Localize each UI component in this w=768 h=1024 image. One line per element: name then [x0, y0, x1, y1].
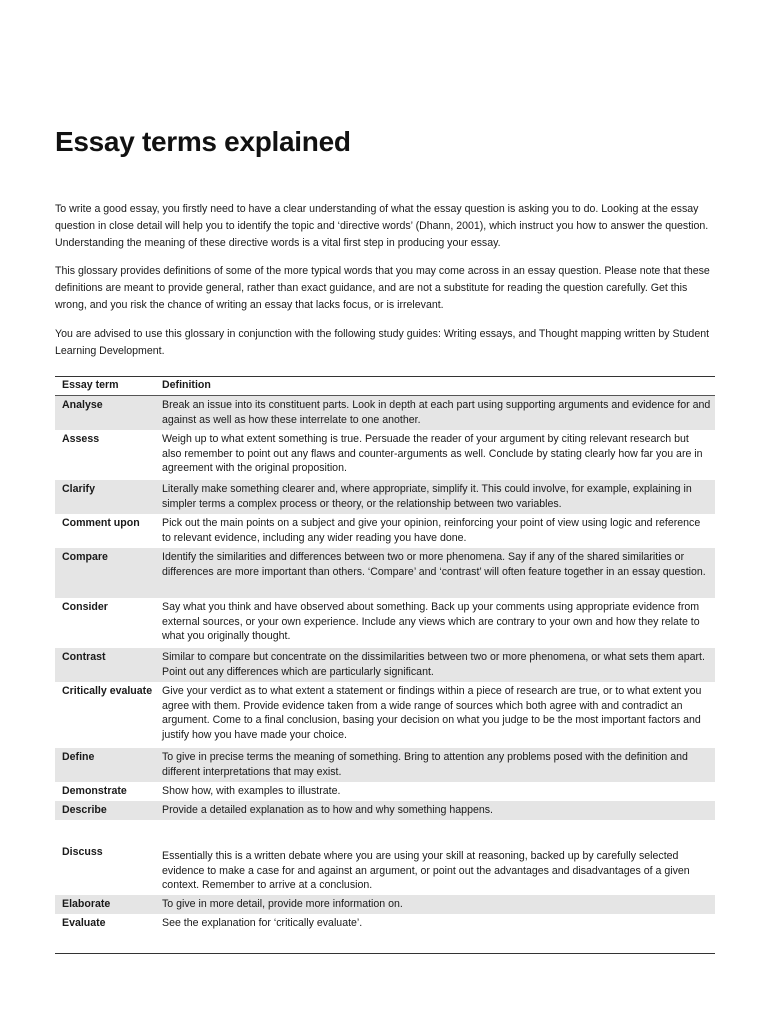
- intro-paragraph: This glossary provides definitions of some of the more typical words that you may come across in an essay question. Please note that these definitions are meant to provide general, rather than exact guidance, and are not a substitute for reading the question carefully. Get this wrong, and you risk the chance of writing an essay that lacks focus, or is irrelevant.: [55, 265, 710, 311]
- definition-cell: Show how, with examples to illustrate.: [162, 784, 341, 797]
- definition-cell: Provide a detailed explanation as to how and why something happens.: [162, 803, 493, 816]
- table-row: [55, 514, 715, 548]
- glossary-table: [55, 376, 715, 933]
- term-cell: Compare: [62, 550, 108, 563]
- table-row: [55, 480, 715, 514]
- table-row: [55, 682, 715, 748]
- term-cell: Demonstrate: [62, 784, 127, 797]
- definition-cell: Similar to compare but concentrate on the dissimilarities between two or more phenomena, or what sets them apart. Point out any differences which are particularly significant.: [162, 650, 705, 678]
- table-row: [55, 430, 715, 480]
- term-cell: Critically evaluate: [62, 684, 153, 697]
- table-row: [55, 748, 715, 782]
- definition-cell: Literally make something clearer and, where appropriate, simplify it. This could involve, for example, explaining in simpler terms a complex process or theory, or the relationship between two variables.: [162, 482, 692, 510]
- definition-cell: To give in more detail, provide more information on.: [162, 897, 403, 910]
- definition-cell: Identify the similarities and differences between two or more phenomena. Say if any of the shared similarities or differences are more important than others. ‘Compare’ and ‘contrast’ will often feature together in an essay question.: [162, 550, 706, 578]
- intro-text: [55, 201, 715, 371]
- definition-cell: Pick out the main points on a subject and give your opinion, reinforcing your point of view using logic and reference to relevant evidence, including any wider reading you have done.: [162, 516, 701, 544]
- term-cell: Comment upon: [62, 516, 140, 529]
- intro-paragraph: You are advised to use this glossary in conjunction with the following study guides: Writing essays, and Thought mapping written by Student Learning Development.: [55, 327, 710, 357]
- table-row: [55, 782, 715, 801]
- table-row: [55, 648, 715, 682]
- term-cell: Evaluate: [62, 916, 106, 929]
- table-row: [55, 801, 715, 820]
- page-title: Essay terms explained: [55, 126, 351, 157]
- table-row: [55, 914, 715, 933]
- table-row: [55, 396, 715, 430]
- table-row: [55, 820, 715, 895]
- definition-cell: To give in precise terms the meaning of something. Bring to attention any problems posed with the definition and different interpretations that may exist.: [162, 750, 688, 778]
- table-row: [55, 598, 715, 648]
- term-cell: Contrast: [62, 650, 106, 663]
- table-row: [55, 548, 715, 598]
- definition-cell: Break an issue into its constituent parts. Look in depth at each part using supporting arguments and evidence for and against as well as how these interrelate to one another.: [162, 398, 711, 426]
- term-cell: Elaborate: [62, 897, 111, 910]
- term-cell: Describe: [62, 803, 107, 816]
- definition-cell: Essentially this is a written debate where you are using your skill at reasoning, backed up by carefully selected evidence to make a case for and against an argument, or point out the advantages and disadvantages of a given context. Remember to arrive at a conclusion.: [162, 849, 690, 892]
- definition-cell: Weigh up to what extent something is true. Persuade the reader of your argument by citing relevant research but also remember to point out any flaws and counter-arguments as well. Conclude by stating clearly how far you are in agreement with the original proposition.: [162, 432, 703, 475]
- term-cell: Discuss: [62, 845, 103, 858]
- column-header-term: Essay term: [62, 379, 119, 391]
- definition-cell: Give your verdict as to what extent a statement or findings within a piece of research are true, or to what extent you agree with them. Provide evidence taken from a wide range of sources which both agree with and contradict an argument. Come to a final conclusion, basing your decision on what you judge to be the most important factors and justify how you have made your choice.: [162, 684, 702, 742]
- table-row: [55, 895, 715, 914]
- term-cell: Define: [62, 750, 95, 763]
- definition-cell: See the explanation for ‘critically evaluate’.: [162, 916, 363, 929]
- term-cell: Clarify: [62, 482, 95, 495]
- table-bottom-rule: [55, 953, 715, 954]
- table-header-row: [55, 377, 715, 396]
- column-header-definition: Definition: [162, 379, 211, 391]
- definition-cell: Say what you think and have observed about something. Back up your comments using appropriate evidence from external sources, or your own experience. Include any views which are contrary to your own and how they relate to what you originally thought.: [162, 600, 700, 643]
- term-cell: Assess: [62, 432, 100, 445]
- intro-paragraph: To write a good essay, you firstly need to have a clear understanding of what the essay question is asking you to do. Looking at the essay question in close detail will help you to identify the topic and ‘directive words’ (Dhann, 2001), which instruct you how to answer the question. Understanding the meaning of these directive words is a vital first step in producing your essay.: [55, 203, 709, 249]
- term-cell: Analyse: [62, 398, 103, 411]
- term-cell: Consider: [62, 600, 108, 613]
